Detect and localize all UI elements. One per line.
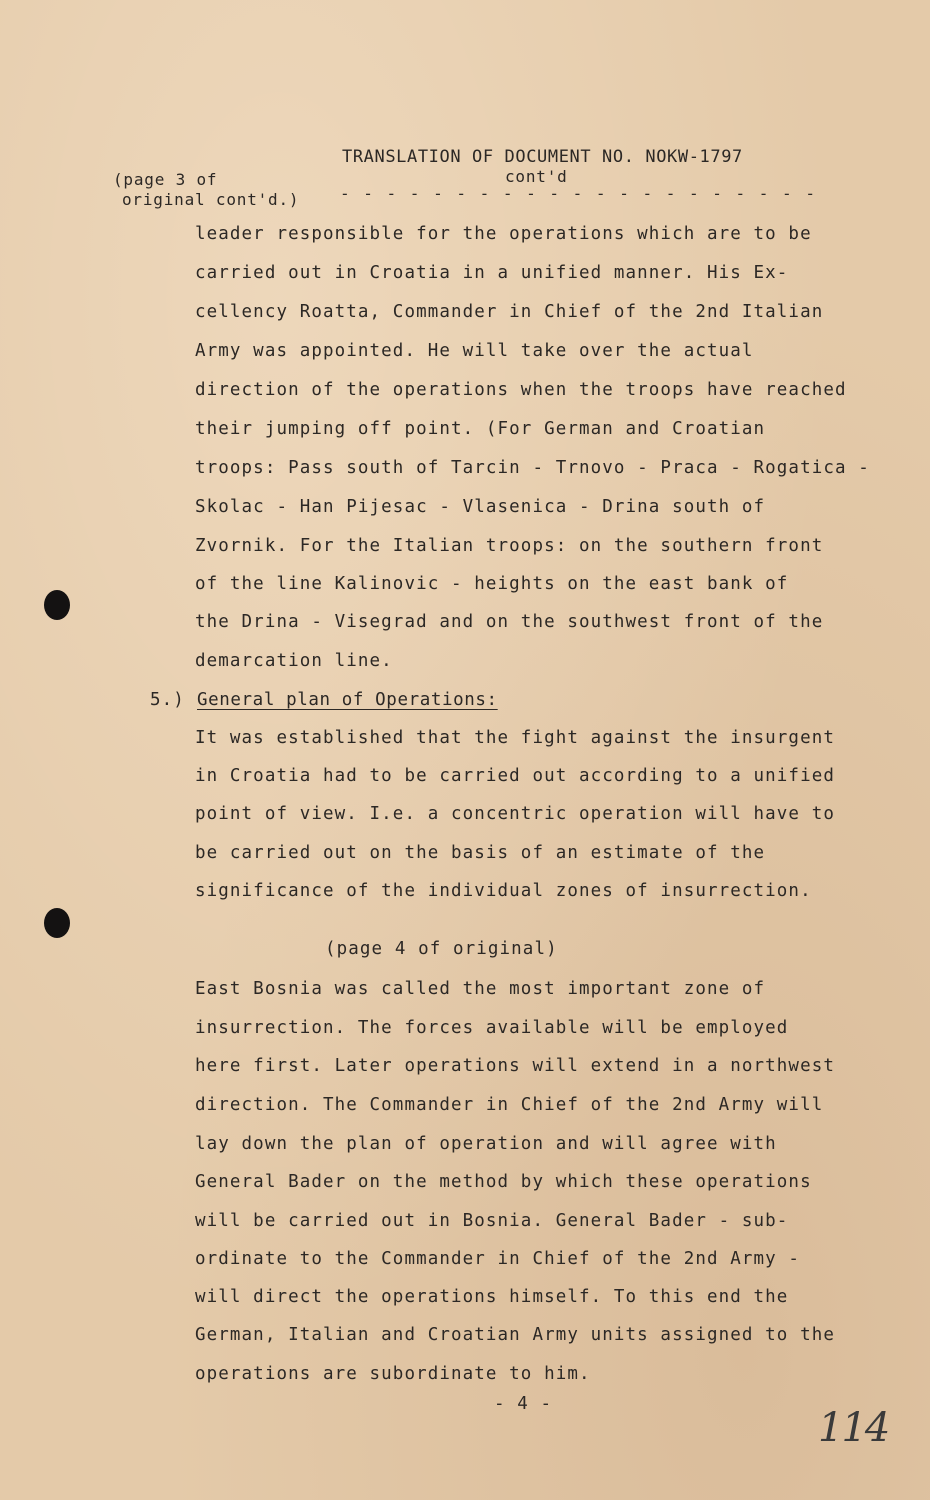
page-number: - 4 - — [494, 1394, 553, 1414]
text-line: demarcation line. — [195, 651, 393, 671]
text-line: General Bader on the method by which these operations — [195, 1172, 812, 1192]
contd-label: cont'd — [505, 167, 568, 186]
text-line: Army was appointed. He will take over the actual — [195, 341, 754, 361]
document-title: TRANSLATION OF DOCUMENT NO. NOKW-1797 — [342, 147, 743, 167]
text-line: troops: Pass south of Tarcin - Trnovo - Praca - Rogatica - — [195, 458, 870, 478]
dashed-rule: - - - - - - - - - - - - - - - - - - - - - — [340, 184, 817, 203]
text-line: operations are subordinate to him. — [195, 1364, 591, 1384]
text-line: Skolac - Han Pijesac - Vlasenica - Drina south of — [195, 497, 766, 517]
text-line: direction. The Commander in Chief of the 2nd Army will — [195, 1095, 824, 1115]
text-line: in Croatia had to be carried out according to a unified — [195, 766, 835, 786]
punch-hole — [44, 590, 70, 620]
text-line: significance of the individual zones of insurrection. — [195, 881, 812, 901]
section-heading: General plan of Operations: — [197, 690, 498, 710]
text-line: leader responsible for the operations which are to be — [195, 224, 812, 244]
text-line: be carried out on the basis of an estimate of the — [195, 843, 766, 863]
text-line: will direct the operations himself. To this end the — [195, 1287, 789, 1307]
handwritten-page-number: 114 — [818, 1405, 889, 1451]
section-number: 5.) — [150, 690, 185, 710]
text-line: German, Italian and Croatian Army units assigned to the — [195, 1325, 835, 1345]
text-line: the Drina - Visegrad and on the southwest front of the — [195, 612, 824, 632]
page-reference-line-2: original cont'd.) — [122, 190, 300, 209]
text-line: carried out in Croatia in a unified manner. His Ex- — [195, 263, 789, 283]
text-line: Zvornik. For the Italian troops: on the southern front — [195, 536, 824, 556]
text-line: direction of the operations when the troops have reached — [195, 380, 847, 400]
text-line: insurrection. The forces available will be employed — [195, 1018, 789, 1038]
text-line: will be carried out in Bosnia. General Bader - sub- — [195, 1211, 789, 1231]
page-reference-line-1: (page 3 of — [113, 170, 218, 189]
text-line: cellency Roatta, Commander in Chief of the 2nd Italian — [195, 302, 824, 322]
page-marker: (page 4 of original) — [325, 939, 558, 959]
punch-hole — [44, 908, 70, 938]
text-line: ordinate to the Commander in Chief of the 2nd Army - — [195, 1249, 801, 1269]
text-line: It was established that the fight against the insurgent — [195, 728, 835, 748]
text-line: lay down the plan of operation and will agree with — [195, 1134, 777, 1154]
text-line: their jumping off point. (For German and Croatian — [195, 419, 766, 439]
text-line: East Bosnia was called the most important zone of — [195, 979, 766, 999]
text-line: here first. Later operations will extend in a northwest — [195, 1056, 835, 1076]
text-line: point of view. I.e. a concentric operation will have to — [195, 804, 835, 824]
text-line: of the line Kalinovic - heights on the east bank of — [195, 574, 789, 594]
